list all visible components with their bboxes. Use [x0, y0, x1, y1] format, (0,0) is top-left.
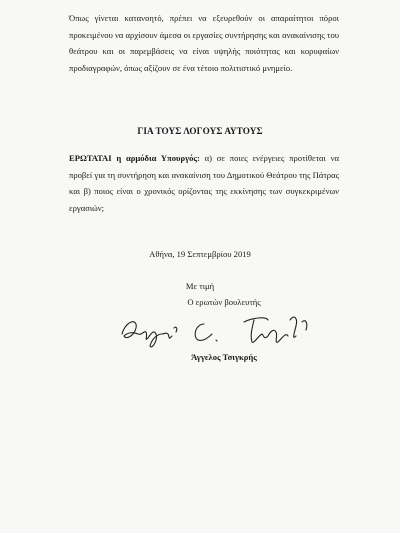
body-paragraph: Όπως γίνεται κατανοητό, πρέπει να εξευρεθούν οι απαραίτητοι πόροι προκειμένου να αρχίσουν άμεσα οι εργασίες συντήρησης και ανακαίνισης του θεάτρου και οι παρεμβάσεις να είναι υψηλής ποιότητας και κορυφαίων προδιαγραφών, όπως αξίζουν σε ένα τέτοιο πολιτιστικό μνημείο. — [69, 13, 339, 73]
handwritten-signature — [118, 306, 318, 356]
section-heading: ΓΙΑ ΤΟΥΣ ΛΟΓΟΥΣ ΑΥΤΟΥΣ — [137, 126, 263, 136]
closing-role: Ο ερωτών βουλευτής — [187, 297, 261, 307]
question-lead: ΕΡΩΤΑΤΑΙ η αρμόδια Υπουργός: — [69, 153, 200, 163]
closing-greeting: Με τιμή — [185, 281, 215, 291]
date-line: Αθήνα, 19 Σεπτεμβρίου 2019 — [149, 249, 251, 259]
question-paragraph — [69, 150, 339, 216]
question-body: α) σε ποιες ενέργειες προτίθεται να προβεί για τη συντήρηση και ανακαίνιση του Δημοτικού Θεάτρου της Πάτρας και β) ποιος είναι ο χρονικός ορίζοντας της εκκίνησης των συγκεκριμένων εργασιών; — [69, 153, 339, 213]
signer-name: Άγγελος Τσιγκρής — [191, 352, 257, 362]
